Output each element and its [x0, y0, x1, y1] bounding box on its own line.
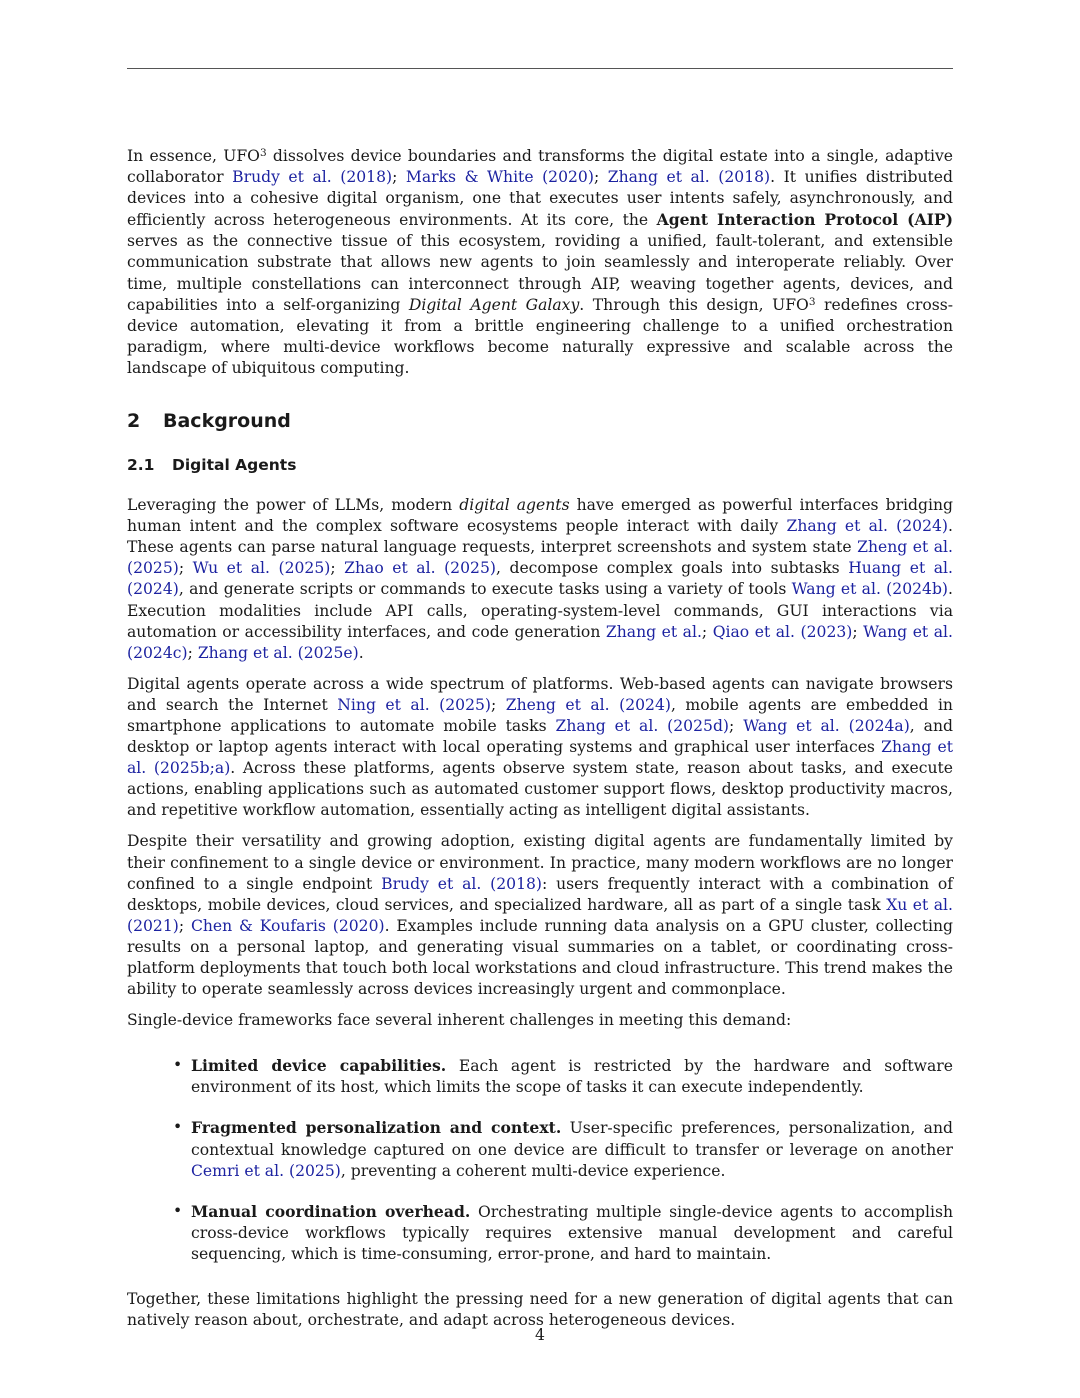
citation-link[interactable]: Brudy et al. (2018) [232, 168, 393, 187]
citation-link[interactable]: Qiao et al. (2023) [712, 622, 853, 641]
citation-link[interactable]: Wang et al. (2024b) [791, 580, 949, 599]
limitations-paragraph: Despite their versatility and growing adoption, existing digital agents are fundamentally limited by their confinement to a single device or environment. In practice, many modern workflows are no longer confined to a single endpoint Brudy et al. (2018): users frequently interact with a combination of desktops, mobile devices, cloud services, and specialized hardware, all as part of a single task Xu et al. (2021); Chen & Koufaris (2020). Examples include running data analysis on a GPU cluster, collecting results on a personal laptop, and generating visual summaries on a tablet, or coordinating cross-platform deployments that touch both local workstations and cloud infrastructure. This trend makes the ability to operate seamlessly across devices increasingly urgent and commonplace. [127, 832, 953, 999]
list-item: • Manual coordination overhead. Orchestrating multiple single-device agents to accomplish cross-device workflows typically requires extensive manual development and careful sequencing, which is time-consuming, error-prone, and hard to maintain. [173, 1201, 953, 1263]
citation-link[interactable]: Ning et al. (2025) [337, 695, 492, 714]
citation-link[interactable]: Marks & White (2020) [405, 168, 594, 187]
bullet-icon: • [173, 1056, 183, 1075]
challenges-intro-paragraph: Single-device frameworks face several inherent challenges in meeting this demand: [127, 1011, 792, 1030]
citation-link[interactable]: Chen & Koufaris (2020) [190, 916, 385, 935]
citation-link[interactable]: Zhang et al. (2024) [786, 517, 949, 536]
citation-link[interactable]: Cemri et al. (2025) [191, 1161, 341, 1180]
citation-link[interactable]: Wang et al. (2024a) [743, 716, 910, 735]
list-item: • Limited device capabilities. Each agent is restricted by the hardware and software environment of its host, which limits the scope of tasks it can execute independently. [173, 1056, 953, 1097]
header-rule [127, 68, 953, 69]
list-item: • Fragmented personalization and context. User-specific preferences, personalization, and contextual knowledge captured on one device are difficult to transfer or leverage on another Cemri et al. (2025), preventing a coherent multi-device experience. [173, 1118, 953, 1180]
citation-link[interactable]: Zhang et al. (2025d) [555, 716, 730, 735]
citation-link[interactable]: Wu et al. (2025) [192, 559, 331, 578]
citation-link[interactable]: Zhang et al. (2018) [607, 168, 771, 187]
citation-link[interactable]: Wang et al. (2024c) [127, 622, 953, 662]
citation-link[interactable]: Zhang et al. (2025e) [197, 643, 359, 662]
citation-link[interactable]: Brudy et al. (2018) [381, 874, 543, 893]
bullet-icon: • [173, 1201, 183, 1220]
conclusion-paragraph: Together, these limitations highlight the pressing need for a new generation of digital agents that can natively reason about, orchestrate, and adapt across heterogeneous devices. [127, 1290, 953, 1330]
intro-paragraph: In essence, UFO$^3$ dissolves device boundaries and transforms the digital estate into a single, adaptive collaborator Brudy et al. (2018); Marks & White (2020); Zhang et al. (2018). It unifies distributed devices into a cohesive digital organism, one that executes user intents safely, asynchronously, and efficiently across heterogeneous environments. At its core, the Agent Interaction Protocol (AIP) serves as the connective tissue of this ecosystem, roviding a unified, fault-tolerant, and extensible communication substrate that allows new agents to join seamlessly and interoperate reliably. Over time, multiple constellations can interconnect through AIP, weaving together agents, devices, and capabilities into a self-organizing Digital Agent Galaxy. Through this design, UFO$^3$ redefines cross-device automation, elevating it from a brittle engineering challenge to a unified orchestration paradigm, where multi-device workflows become naturally expressive and scalable across the landscape of ubiquitous computing. [127, 147, 954, 377]
citation-link[interactable]: Zheng et al. (2024) [505, 695, 671, 714]
citation-link[interactable]: Zhang et al. (2025b;a) [127, 738, 954, 778]
subsection-heading: 2.1 Digital Agents [127, 456, 297, 475]
citation-link[interactable]: Xu et al. (2021) [127, 895, 953, 935]
page-content [127, 146, 953, 1341]
page-number: 4 [535, 1326, 545, 1344]
digital-agents-paragraph: Leveraging the power of LLMs, modern digital agents have emerged as powerful interfaces bridging human intent and the complex software ecosystems people interact with daily Zhang et al. (2024). These agents can parse natural language requests, interpret screenshots and system state Zheng et al. (2025); Wu et al. (2025); Zhao et al. (2025), decompose complex goals into subtasks Huang et al. (2024), and generate scripts or commands to execute tasks using a variety of tools Wang et al. (2024b). Execution modalities include API calls, operating-system-level commands, GUI interactions via automation or accessibility interfaces, and code generation Zhang et al.; Qiao et al. (2023); Wang et al. (2024c); Zhang et al. (2025e). [127, 496, 954, 662]
citation-link[interactable]: Zhang et al. [605, 622, 702, 641]
citation-link[interactable]: Zhao et al. (2025) [344, 559, 496, 578]
challenges-list [127, 1055, 953, 1265]
citation-link[interactable]: Zheng et al. (2025) [127, 538, 954, 578]
platforms-paragraph: Digital agents operate across a wide spectrum of platforms. Web-based agents can navigate browsers and search the Internet Ning et al. (2025); Zheng et al. (2024), mobile agents are embedded in smartphone applications to automate mobile tasks Zhang et al. (2025d); Wang et al. (2024a), and desktop or laptop agents interact with local operating systems and graphical user interfaces Zhang et al. (2025b;a). Across these platforms, agents observe system state, reason about tasks, and execute actions, enabling applications such as automated customer support flows, desktop productivity macros, and repetitive workflow automation, essentially acting as intelligent digital assistants. [127, 674, 954, 820]
bullet-icon: • [173, 1118, 183, 1137]
section-heading: 2 Background [127, 410, 291, 433]
citation-link[interactable]: Huang et al. (2024) [127, 559, 953, 599]
